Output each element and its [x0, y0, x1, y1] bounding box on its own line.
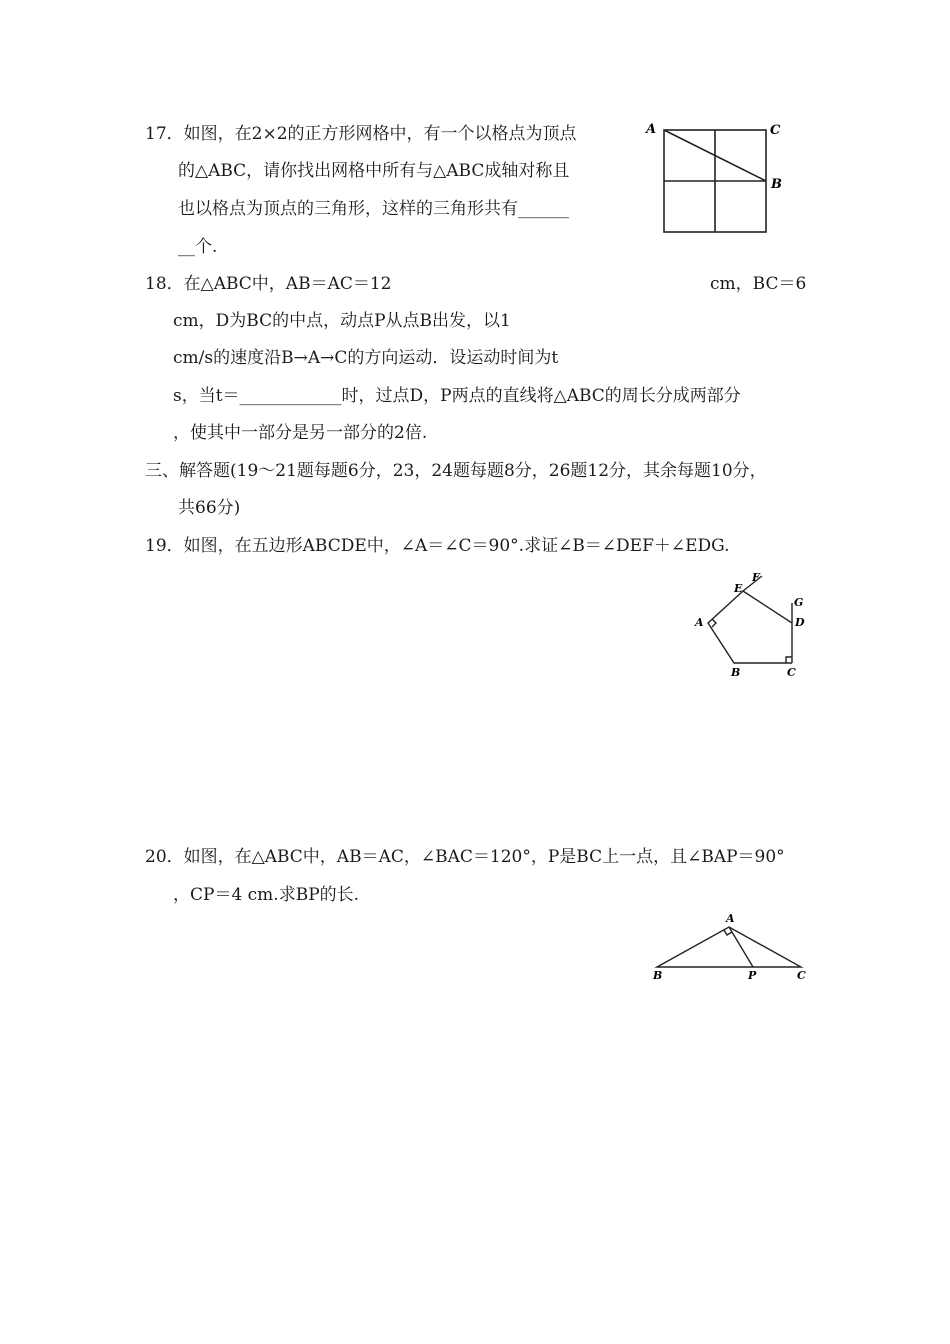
q19-pentagon-figure [688, 570, 818, 685]
q20-label-b: B [653, 969, 663, 982]
q18-line-3: cm/s的速度沿B→A→C的方向运动．设运动时间为t [173, 348, 559, 368]
q18-line-2: cm，D为BC的中点，动点P从点B出发，以1 [173, 311, 511, 331]
q19-label-f: F [752, 571, 760, 584]
right-angle-c [786, 657, 792, 663]
q17-grid-figure [640, 118, 790, 238]
section-3-heading-cont: 共66分) [178, 498, 241, 518]
q18-line-1-left: 18．在△ABC中，AB＝AC＝12 [145, 274, 392, 294]
q19-label-d: D [795, 616, 805, 629]
q20-triangle-figure [645, 908, 815, 988]
q17-line-1: 17．如图，在2×2的正方形网格中，有一个以格点为顶点 [145, 124, 577, 144]
q17-label-c: C [770, 123, 781, 138]
q19-label-e: E [734, 582, 743, 595]
q19-label-c: C [787, 666, 796, 679]
q19-label-g: G [794, 596, 804, 609]
q17-line-3: 也以格点为顶点的三角形，这样的三角形共有______ [178, 199, 569, 219]
q20-label-c: C [797, 969, 806, 982]
q17-line-2: 的△ABC，请你找出网格中所有与△ABC成轴对称且 [178, 161, 570, 181]
section-3-heading: 三、解答题(19～21题每题6分，23，24题每题8分，26题12分，其余每题10分， [145, 461, 767, 481]
q20-line-1: 20．如图，在△ABC中，AB＝AC，∠BAC＝120°，P是BC上一点，且∠BAP＝90° [145, 847, 785, 867]
q17-label-b: B [771, 177, 782, 192]
q17-line-4: __个. [178, 237, 218, 257]
q18-line-1-right: cm，BC＝6 [710, 274, 807, 294]
q20-line-2: ，CP＝4 cm.求BP的长. [173, 885, 360, 905]
q20-label-p: P [748, 969, 757, 982]
q18-line-5: ，使其中一部分是另一部分的2倍. [173, 423, 428, 443]
pentagon-abcde [708, 591, 792, 663]
right-angle-a [712, 619, 716, 627]
q19-label-a: A [695, 616, 704, 629]
q17-label-a: A [646, 122, 657, 137]
q19-text: 19．如图，在五边形ABCDE中，∠A＝∠C＝90°.求证∠B＝∠DEF＋∠EDG. [145, 536, 730, 556]
q20-label-a: A [726, 912, 735, 925]
q19-label-b: B [731, 666, 741, 679]
q18-line-4: s，当t＝____________时，过点D，P两点的直线将△ABC的周长分成两部分 [173, 386, 741, 406]
